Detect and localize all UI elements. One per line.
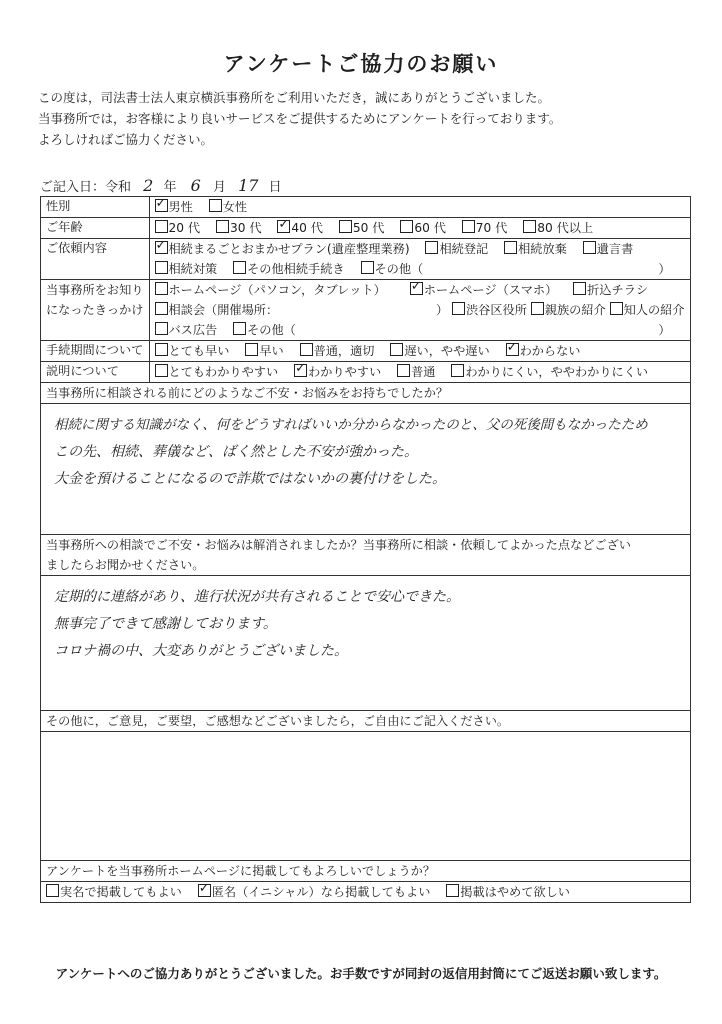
option-age: 60 代	[414, 221, 446, 235]
option-age: 50 代	[352, 221, 385, 235]
intro-text	[38, 87, 561, 150]
option-age: 80 代以上	[537, 221, 594, 235]
checkbox-age-60[interactable]	[400, 220, 413, 233]
checkbox-source-acquaintance[interactable]	[610, 302, 623, 315]
checkbox-explanation-very-clear[interactable]	[155, 364, 168, 377]
q2-answer-line: コロナ禍の中、大変ありがとうございました。	[54, 643, 348, 659]
option-source: 相談会（開催場所：	[168, 303, 279, 317]
q2-question-line: ましたらお聞かせください。	[46, 558, 205, 572]
q2-answer-row	[41, 576, 691, 711]
option-female: 女性	[222, 200, 248, 214]
q1-answer-line: 相続に関する知識がなく、何をどうすればいいか分からなかったのと、父の死後間もなかったため	[54, 417, 648, 433]
checkbox-source-family[interactable]	[531, 302, 544, 315]
option-publish: 実名で掲載してもよい	[60, 885, 182, 899]
checkbox-age-70[interactable]	[462, 220, 475, 233]
checkbox-age-40[interactable]	[277, 220, 290, 233]
publish-question: アンケートを当事務所ホームページに掲載してもよろしいでしょうか？	[41, 861, 691, 882]
intro-line: この度は，司法書士法人東京横浜事務所をご利用いただき，誠にありがとうございました。	[38, 90, 551, 105]
checkbox-duration-unknown[interactable]	[506, 343, 519, 356]
option-source: ホームページ（パソコン，タブレット）	[168, 283, 386, 297]
checkbox-source-homepage-phone[interactable]	[410, 282, 423, 295]
q3-question-row	[41, 711, 691, 732]
checkbox-female[interactable]	[209, 199, 222, 212]
option-duration: とても早い	[168, 344, 230, 358]
checkbox-publish-real-name[interactable]	[46, 884, 59, 897]
q1-question-row	[41, 383, 691, 404]
checkbox-age-50[interactable]	[339, 220, 352, 233]
q1-answer-line: この先、相続、葬儀など、ばく然とした不安が強かった。	[54, 444, 418, 460]
checkbox-male[interactable]	[155, 199, 168, 212]
checkbox-request-will[interactable]	[583, 241, 596, 254]
q2-answer-line: 定期的に連絡があり、進行状況が共有されることで安心できた。	[54, 589, 460, 605]
checkbox-age-80[interactable]	[523, 220, 536, 233]
option-source: ホームページ（スマホ）	[423, 283, 558, 297]
duration-row	[41, 341, 691, 362]
checkbox-explanation-normal[interactable]	[397, 364, 410, 377]
checkbox-source-bus[interactable]	[155, 322, 168, 335]
option-explanation: わかりにくい，ややわかりにくい	[465, 365, 649, 379]
footer-note: アンケートへのご協力ありがとうございました。お手数ですが同封の返信用封筒にてご返送お願い致します。	[55, 966, 667, 981]
q1-answer-row	[41, 404, 691, 535]
q3-answer-box[interactable]	[41, 732, 691, 861]
option-age: 20 代	[168, 221, 201, 235]
option-request: 遺言書	[596, 242, 634, 256]
seminar-close-paren: ）	[435, 303, 449, 317]
page-title: アンケートご協力のお願い	[223, 52, 499, 76]
checkbox-source-seminar[interactable]	[155, 302, 168, 315]
duration-label: 手続期間について	[41, 341, 150, 362]
option-source: 折込チラシ	[587, 283, 649, 297]
intro-line: よろしければご協力ください。	[38, 132, 214, 147]
checkbox-request-planning[interactable]	[155, 261, 168, 274]
age-row	[41, 218, 691, 239]
option-explanation: 普通	[411, 365, 436, 379]
explanation-row	[41, 362, 691, 383]
checkbox-publish-anonymous[interactable]	[198, 884, 211, 897]
option-source: 渋谷区役所	[466, 303, 527, 317]
date-year-unit: 年	[163, 180, 177, 195]
option-request: その他相続手続き	[247, 262, 345, 276]
date-day: 17	[238, 176, 259, 195]
checkbox-duration-slow[interactable]	[390, 343, 403, 356]
checkbox-request-other[interactable]	[361, 261, 374, 274]
option-duration: 普通，適切	[313, 344, 375, 358]
checkbox-publish-decline[interactable]	[446, 884, 459, 897]
option-duration: 遅い，やや遅い	[404, 344, 490, 358]
option-explanation: とてもわかりやすい	[168, 365, 279, 379]
gender-label: 性別	[41, 197, 150, 218]
publish-options-row	[41, 882, 691, 903]
q2-question-line: 当事務所への相談でご不安・お悩みは解消されましたか？当事務所に相談・依頼してよかった点などござい	[46, 538, 631, 552]
checkbox-request-registration[interactable]	[425, 241, 438, 254]
date-year: 2	[143, 176, 154, 195]
q3-question: その他に，ご意見，ご要望，ご感想などございましたら，ご自由にご記入ください。	[41, 711, 691, 732]
checkbox-request-renunciation[interactable]	[504, 241, 517, 254]
checkbox-duration-fast[interactable]	[245, 343, 258, 356]
checkbox-explanation-clear[interactable]	[294, 364, 307, 377]
date-line	[40, 176, 282, 195]
q2-question-row	[41, 535, 691, 576]
checkbox-age-20[interactable]	[155, 220, 168, 233]
option-age: 30 代	[229, 221, 262, 235]
date-month-unit: 月	[212, 180, 226, 195]
intro-line: 当事務所では，お客様により良いサービスをご提供するためにアンケートを行っております。	[38, 111, 562, 126]
q2-answer-line: 無事完了できて感謝しております。	[54, 616, 277, 632]
source-close-paren: ）	[658, 323, 671, 337]
option-age: 40 代	[291, 221, 323, 235]
request-label: ご依頼内容	[41, 239, 150, 280]
checkbox-request-plan[interactable]	[155, 241, 168, 254]
checkbox-duration-normal[interactable]	[300, 343, 313, 356]
checkbox-source-other[interactable]	[233, 322, 246, 335]
option-source: バス広告	[168, 323, 218, 337]
source-label-line: 当事務所をお知り	[46, 283, 144, 297]
checkbox-source-homepage-pc[interactable]	[155, 282, 168, 295]
request-close-paren: ）	[658, 262, 671, 276]
option-age: 70 代	[475, 221, 508, 235]
source-row	[41, 280, 691, 341]
q2-question	[41, 535, 691, 576]
option-duration: わからない	[519, 344, 581, 358]
q1-answer-box[interactable]	[41, 404, 691, 535]
q3-answer-row	[41, 732, 691, 861]
option-request: 相続登記	[439, 242, 489, 256]
checkbox-request-other-procedures[interactable]	[233, 261, 246, 274]
option-request: その他（	[374, 262, 424, 276]
option-male: 男性	[168, 200, 193, 214]
option-request: 相続放棄	[518, 242, 567, 256]
option-publish: 匿名（イニシャル）なら掲載してもよい	[211, 885, 431, 899]
q1-question: 当事務所に相談される前にどのようなご不安・お悩みをお持ちでしたか？	[41, 383, 691, 404]
checkbox-source-flyer[interactable]	[573, 282, 586, 295]
q2-answer-box[interactable]	[41, 576, 691, 711]
age-label: ご年齢	[41, 218, 150, 239]
checkbox-source-shibuya[interactable]	[452, 302, 465, 315]
option-publish: 掲載はやめて欲しい	[460, 885, 570, 899]
date-month: 6	[190, 176, 201, 195]
source-label	[41, 280, 150, 341]
explanation-label: 説明について	[41, 362, 150, 383]
q1-answer-line: 大金を預けることになるので詐欺ではないかの裏付けをした。	[54, 471, 446, 487]
option-request: 相続まるごとおまかせプラン(遺産整理業務)	[168, 242, 410, 256]
request-row	[41, 239, 691, 280]
source-label-line: になったきっかけ	[46, 303, 144, 317]
option-explanation: わかりやすい	[308, 365, 382, 379]
date-label: ご記入日：令和	[40, 180, 132, 195]
option-source: 親族の紹介	[544, 303, 606, 317]
option-source: 知人の紹介	[623, 303, 685, 317]
date-day-unit: 日	[268, 180, 282, 195]
survey-table	[40, 196, 691, 903]
checkbox-duration-very-fast[interactable]	[155, 343, 168, 356]
publish-question-row	[41, 861, 691, 882]
option-request: 相続対策	[168, 262, 218, 276]
option-duration: 早い	[259, 344, 284, 358]
checkbox-explanation-unclear[interactable]	[451, 364, 464, 377]
gender-row	[41, 197, 691, 218]
option-source: その他（	[247, 323, 296, 337]
checkbox-age-30[interactable]	[216, 220, 229, 233]
